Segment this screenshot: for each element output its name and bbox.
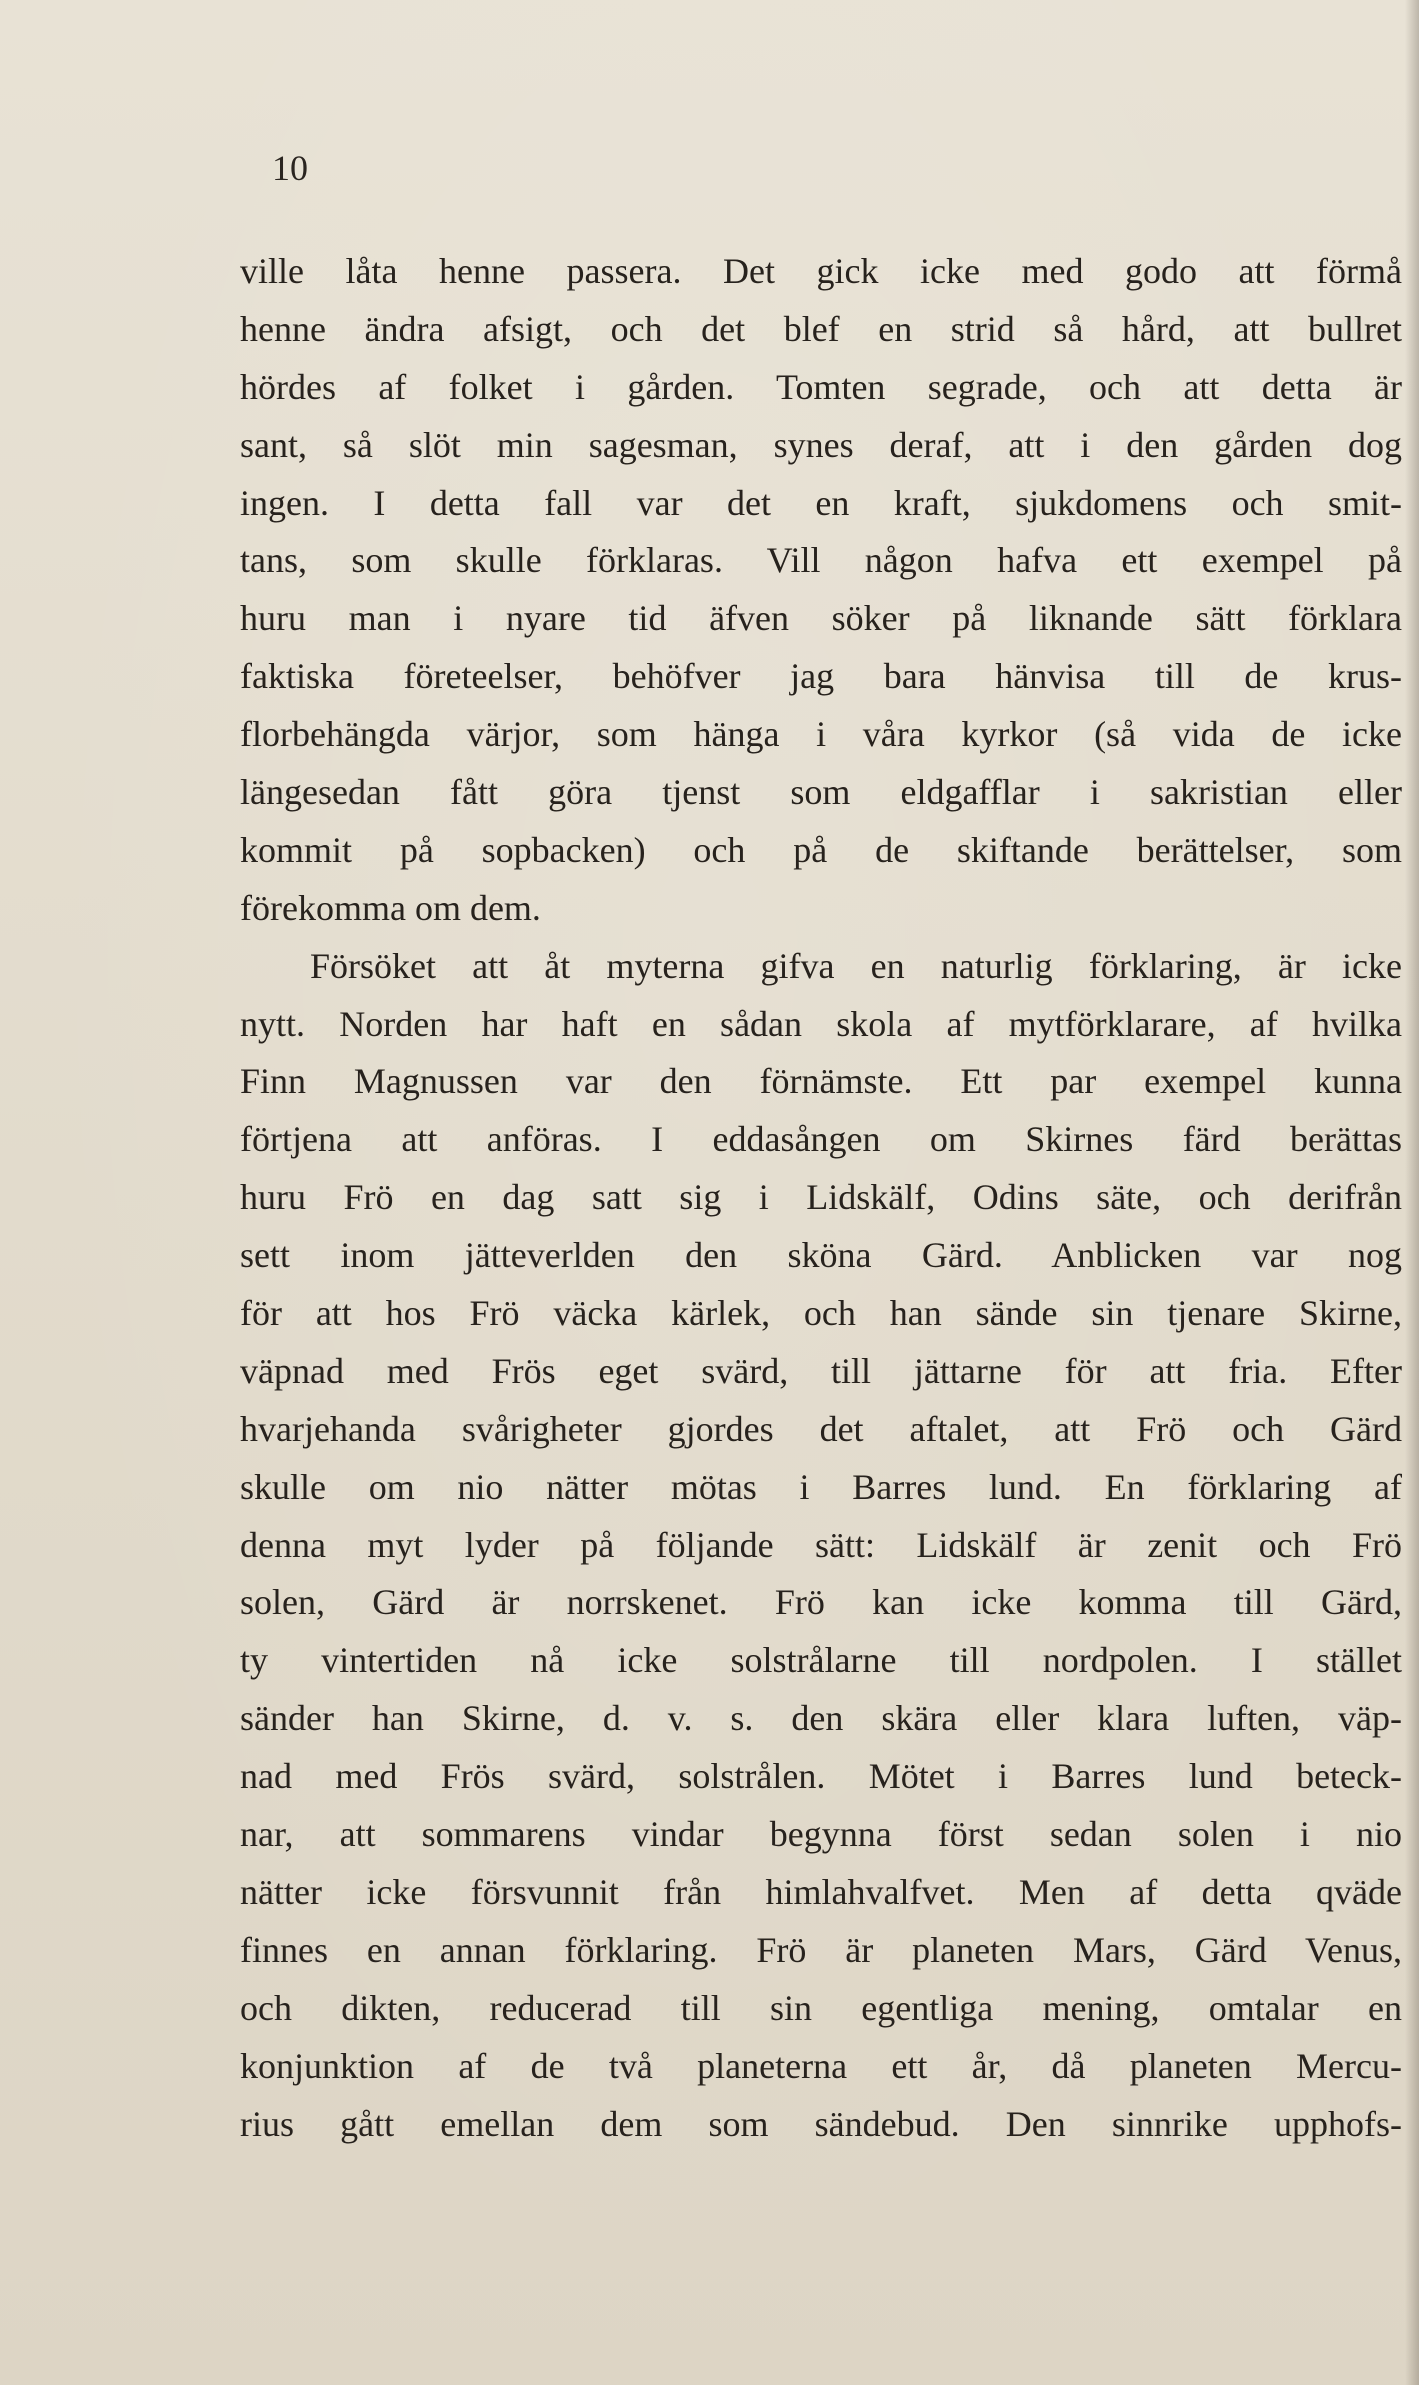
text-line: sant, så slöt min sagesman, synes deraf, att i den gården dog <box>240 424 1402 465</box>
text-line: huru Frö en dag satt sig i Lidskälf, Odins säte, och derifrån <box>240 1177 1402 1218</box>
text-line: solen, Gärd är norrskenet. Frö kan icke komma till Gärd, <box>240 1582 1402 1623</box>
text-line: hvarjehanda svårigheter gjordes det aftalet, att Frö och Gärd <box>240 1408 1402 1449</box>
text-line: för att hos Frö väcka kärlek, och han sände sin tjenare Skirne, <box>240 1293 1402 1334</box>
text-line: ingen. I detta fall var det en kraft, sjukdomens och smit- <box>240 482 1402 523</box>
text-line: Finn Magnussen var den förnämste. Ett par exempel kunna <box>240 1061 1402 1102</box>
text-line: rius gått emellan dem som sändebud. Den sinnrike upphofs- <box>240 2103 1402 2144</box>
text-line: Försöket att åt myterna gifva en naturlig förklaring, är icke <box>310 945 1402 986</box>
text-line: och dikten, reducerad till sin egentliga mening, omtalar en <box>240 1987 1402 2028</box>
body-text <box>240 243 1400 2153</box>
text-line: finnes en annan förklaring. Frö är planeten Mars, Gärd Venus, <box>240 1929 1402 1970</box>
text-line: kommit på sopbacken) och på de skiftande berättelser, som <box>240 829 1402 870</box>
text-line: huru man i nyare tid äfven söker på liknande sätt förklara <box>240 598 1402 639</box>
text-line: skulle om nio nätter mötas i Barres lund. En förklaring af <box>240 1466 1402 1507</box>
text-line: väpnad med Frös eget svärd, till jättarne för att fria. Efter <box>240 1350 1402 1391</box>
text-line: nad med Frös svärd, solstrålen. Mötet i Barres lund beteck- <box>240 1756 1402 1797</box>
text-line: henne ändra afsigt, och det blef en strid så hård, att bullret <box>240 308 1402 349</box>
page-number: 10 <box>272 148 308 188</box>
text-line: nytt. Norden har haft en sådan skola af mytförklarare, af hvilka <box>240 1003 1402 1044</box>
text-line: längesedan fått göra tjenst som eldgafflar i sakristian eller <box>240 772 1402 813</box>
text-line: faktiska företeelser, behöfver jag bara hänvisa till de krus- <box>240 656 1402 697</box>
text-line: förtjena att anföras. I eddasången om Skirnes färd berättas <box>240 1119 1402 1160</box>
text-line: florbehängda värjor, som hänga i våra kyrkor (så vida de icke <box>240 714 1402 755</box>
text-line: nätter icke försvunnit från himlahvalfvet. Men af detta qväde <box>240 1871 1402 1912</box>
text-line: tans, som skulle förklaras. Vill någon hafva ett exempel på <box>240 540 1402 581</box>
text-line: ville låta henne passera. Det gick icke med godo att förmå <box>240 251 1402 291</box>
text-line: förekomma om dem. <box>240 887 541 928</box>
text-line: hördes af folket i gården. Tomten segrade, och att detta är <box>240 366 1402 407</box>
text-line: denna myt lyder på följande sätt: Lidskälf är zenit och Frö <box>240 1524 1402 1565</box>
text-line: konjunktion af de två planeterna ett år, då planeten Mercu- <box>240 2045 1402 2086</box>
text-line: sett inom jätteverlden den sköna Gärd. Anblicken var nog <box>240 1235 1402 1276</box>
page-edge-shadow <box>1405 0 1419 2385</box>
text-line: nar, att sommarens vindar begynna först sedan solen i nio <box>240 1814 1402 1855</box>
text-line: ty vintertiden nå icke solstrålarne till nordpolen. I stället <box>240 1640 1402 1681</box>
text-line: sänder han Skirne, d. v. s. den skära eller klara luften, väp- <box>240 1698 1402 1739</box>
